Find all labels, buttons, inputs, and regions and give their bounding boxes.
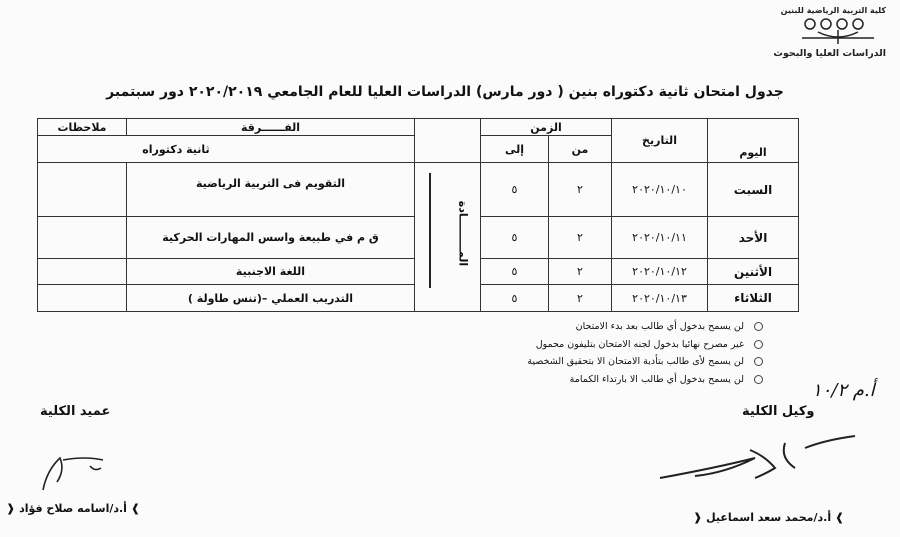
header-date: التاريخ bbox=[612, 119, 708, 163]
vice-dean-title: وكيل الكلية bbox=[742, 404, 815, 419]
row-subject: اللغة الاجنبية bbox=[127, 259, 415, 285]
material-label: المـــــــــادة bbox=[456, 200, 470, 267]
row-notes bbox=[38, 163, 127, 217]
row-day: الأحد bbox=[708, 217, 799, 259]
material-cell bbox=[415, 163, 481, 312]
rule-item: لن يسمح بدخول أي طالب الا بارتداء الكمامة bbox=[527, 371, 763, 389]
header-day: اليوم bbox=[708, 119, 799, 163]
row-to: ٥ bbox=[481, 259, 549, 285]
row-date: ٢٠٢٠/١٠/١٠ bbox=[612, 163, 708, 217]
vice-dean-name: ❱ أ.د/محمد سعد اسماعيل ❰ bbox=[693, 511, 845, 524]
division-value: ثانية دكتوراه bbox=[38, 136, 415, 163]
header-notes: ملاحظات bbox=[38, 119, 127, 136]
row-notes bbox=[38, 217, 127, 259]
svg-text:كلية التربية الرياضية للبنين: كلية التربية الرياضية للبنين bbox=[780, 6, 886, 15]
row-subject: التقويم فى التربية الرياضية bbox=[127, 163, 415, 217]
row-day: الأثنين bbox=[708, 259, 799, 285]
row-to: ٥ bbox=[481, 163, 549, 217]
rule-item: غير مصرح نهائيا بدخول لجنه الامتحان بتليفون محمول bbox=[527, 336, 763, 354]
vice-dean-signature bbox=[655, 428, 860, 488]
bracket-left-icon: ❰ bbox=[6, 502, 16, 515]
exam-schedule-table bbox=[37, 118, 799, 312]
rule-item: لن يسمح لأى طالب بتأدية الامتحان الا بتحقيق الشخصية bbox=[527, 353, 763, 371]
row-from: ٢ bbox=[549, 163, 612, 217]
bracket-right-icon: ❱ bbox=[130, 502, 141, 515]
page-title: جدول امتحان ثانية دكتوراه بنين ( دور مارس) الدراسات العليا للعام الجامعي ٢٠٢٠/٢٠١٩ دور سبتمبر bbox=[106, 84, 784, 100]
row-subject: ق م في طبيعة واسس المهارات الحركية bbox=[127, 217, 415, 259]
rule-item: لن يسمح بدخول أي طالب بعد بدء الامتحان bbox=[527, 318, 763, 336]
row-from: ٢ bbox=[549, 217, 612, 259]
header-division: الفــــــرقة bbox=[127, 119, 415, 136]
header-to: إلى bbox=[481, 136, 549, 163]
header-from: من bbox=[549, 136, 612, 163]
row-notes bbox=[38, 285, 127, 312]
row-from: ٢ bbox=[549, 285, 612, 312]
bullet-circle-icon bbox=[754, 340, 763, 349]
svg-text:الدراسات العليا والبحوث: الدراسات العليا والبحوث bbox=[773, 48, 886, 59]
exam-rules-list bbox=[527, 318, 763, 388]
row-date: ٢٠٢٠/١٠/١٣ bbox=[612, 285, 708, 312]
dean-name: ❱ أ.د/اسامه صلاح فؤاد ❰ bbox=[6, 502, 141, 515]
row-date: ٢٠٢٠/١٠/١٢ bbox=[612, 259, 708, 285]
bracket-right-icon: ❱ bbox=[834, 511, 845, 524]
dean-title: عميد الكلية bbox=[40, 404, 111, 419]
bullet-circle-icon bbox=[754, 322, 763, 331]
header-time: الزمن bbox=[481, 119, 612, 136]
bullet-circle-icon bbox=[754, 375, 763, 384]
row-date: ٢٠٢٠/١٠/١١ bbox=[612, 217, 708, 259]
header-blank bbox=[415, 119, 481, 163]
row-notes bbox=[38, 259, 127, 285]
row-to: ٥ bbox=[481, 285, 549, 312]
row-day: الثلاثاء bbox=[708, 285, 799, 312]
bracket-left-icon: ❰ bbox=[693, 511, 703, 524]
row-to: ٥ bbox=[481, 217, 549, 259]
row-subject: التدريب العملي –(تنس طاولة ) bbox=[127, 285, 415, 312]
handwritten-note: أ.م ١٠/٢ bbox=[812, 380, 875, 401]
row-from: ٢ bbox=[549, 259, 612, 285]
material-line bbox=[429, 173, 431, 288]
faculty-logo bbox=[773, 4, 888, 62]
dean-signature bbox=[35, 450, 115, 500]
row-day: السبت bbox=[708, 163, 799, 217]
bullet-circle-icon bbox=[754, 357, 763, 366]
